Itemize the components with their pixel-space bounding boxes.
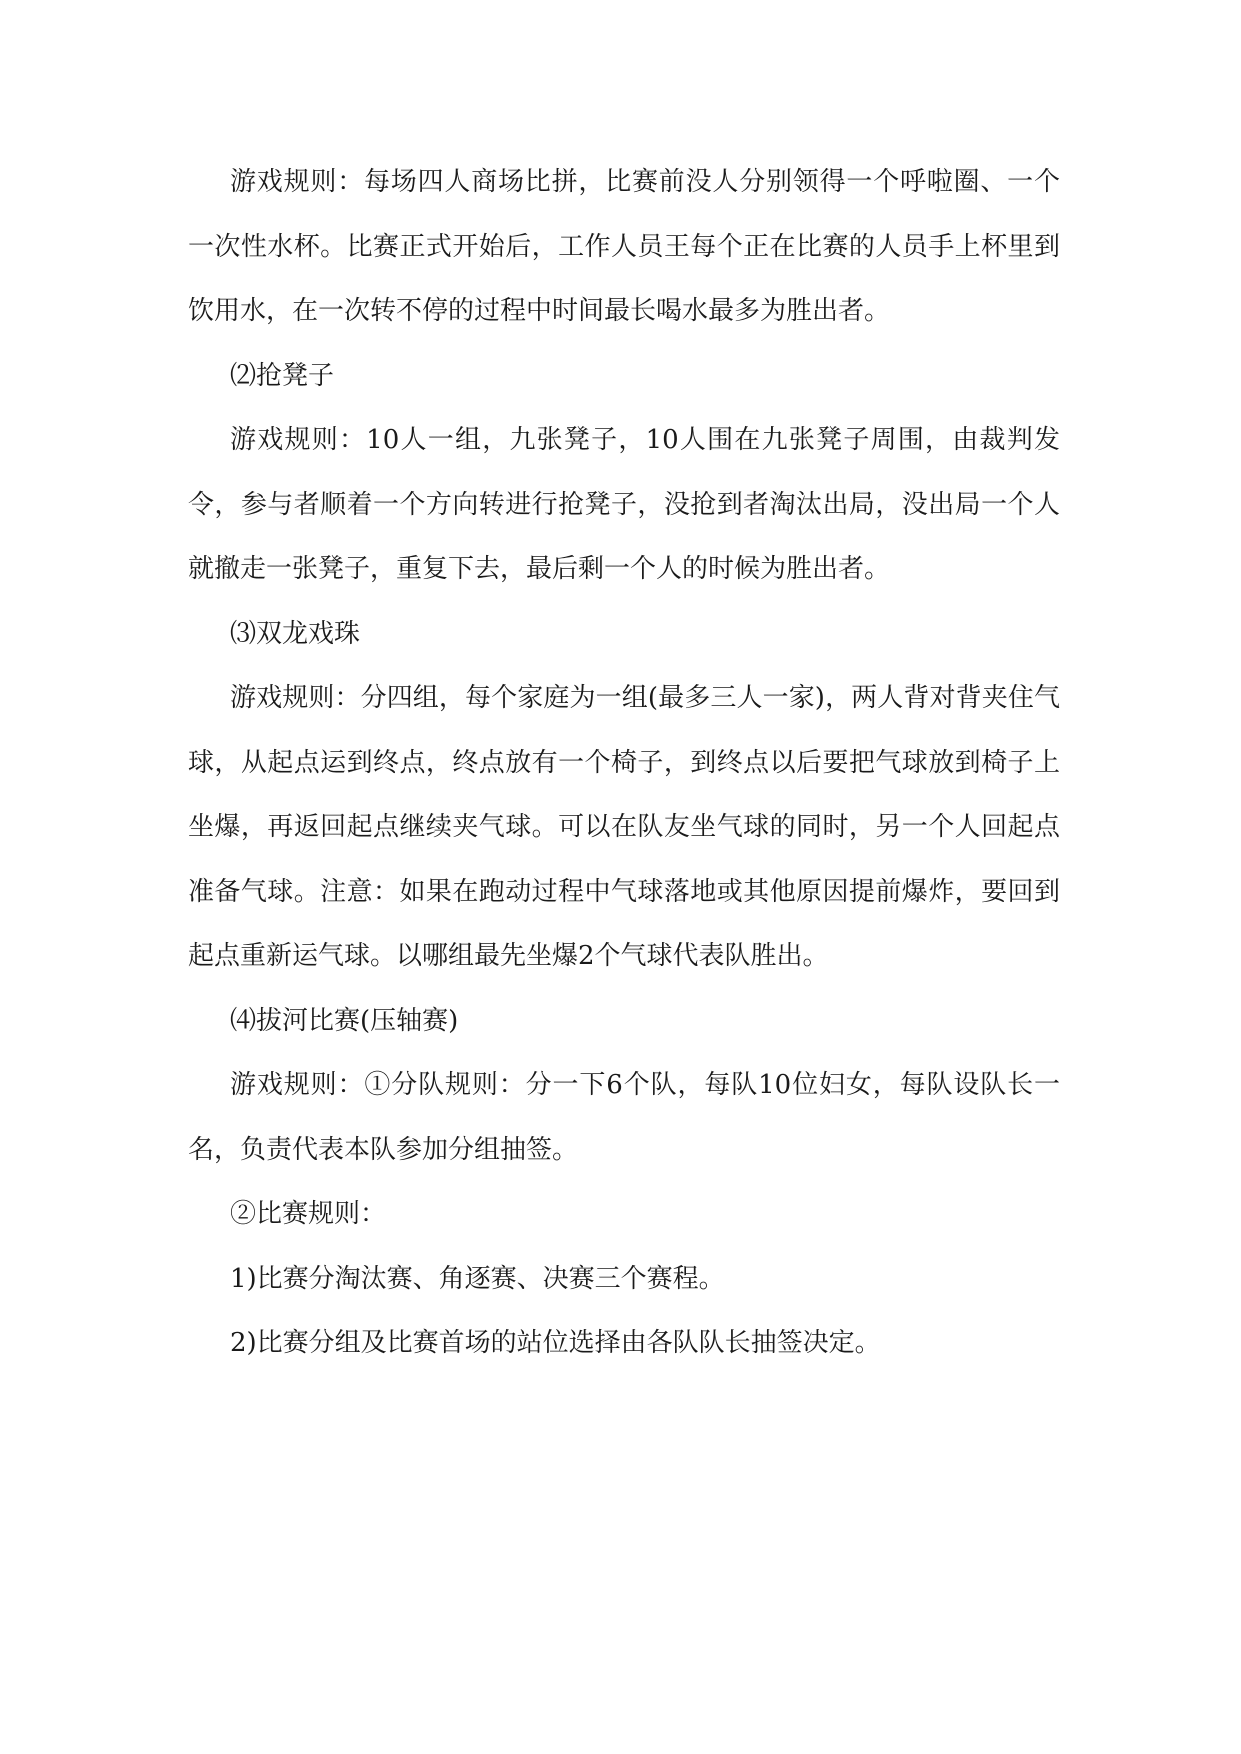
document-body — [188, 150, 1060, 1376]
section-heading-2: ⑵抢凳子 — [230, 360, 335, 391]
section-heading-3: ⑶双龙戏珠 — [230, 618, 361, 649]
section-heading-4: ⑷拔河比赛(压轴赛) — [230, 1005, 459, 1036]
rule-paragraph-3: 游戏规则：分四组，每个家庭为一组(最多三人一家)，两人背对背夹住气球，从起点运到终点，终点放有一个椅子，到终点以后要把气球放到椅子上坐爆，再返回起点继续夹气球。可以在队友坐气球的同时，另一个人回起点准备气球。注意：如果在跑动过程中气球落地或其他原因提前爆炸，要回到起点重新运气球。以哪组最先坐爆2个气球代表队胜出。 — [188, 683, 1060, 971]
match-rule-item-1: 1)比赛分淘汰赛、角逐赛、决赛三个赛程。 — [230, 1263, 725, 1294]
match-rule-item-2: 2)比赛分组及比赛首场的站位选择由各队队长抽签决定。 — [230, 1328, 881, 1358]
match-rules-heading: ②比赛规则： — [230, 1199, 387, 1229]
rule-paragraph-1: 游戏规则：每场四人商场比拼，比赛前没人分别领得一个呼啦圈、一个一次性水杯。比赛正式开始后，工作人员王每个正在比赛的人员手上杯里到饮用水，在一次转不停的过程中时间最长喝水最多为胜出者。 — [188, 167, 1060, 326]
rule-paragraph-2: 游戏规则：10人一组，九张凳子，10人围在九张凳子周围，由裁判发令，参与者顺着一个方向转进行抢凳子，没抢到者淘汰出局，没出局一个人就撤走一张凳子，重复下去，最后剩一个人的时候为胜出者。 — [188, 425, 1060, 584]
rule-paragraph-4: 游戏规则：①分队规则：分一下6个队，每队10位妇女，每队设队长一名，负责代表本队参加分组抽签。 — [188, 1070, 1060, 1165]
